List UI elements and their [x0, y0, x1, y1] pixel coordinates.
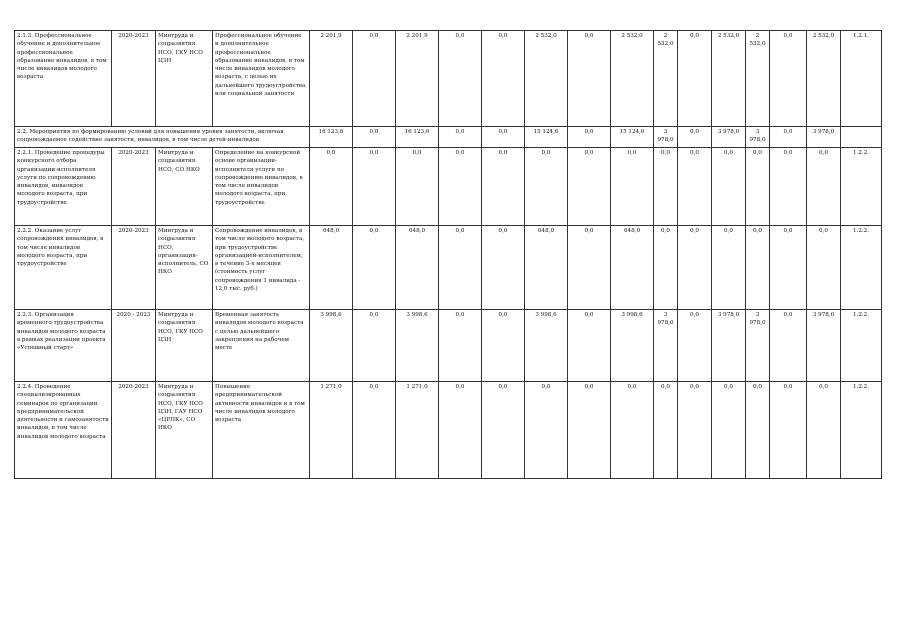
- value-cell: 16 123,6: [396, 127, 439, 148]
- ref-cell: 1.2.1.: [841, 31, 882, 127]
- value-cell: 0,0: [353, 226, 396, 310]
- value-cell: 3 978,0: [746, 127, 770, 148]
- value-cell: 3 978,0: [654, 127, 678, 148]
- value-cell: 0,0: [525, 382, 568, 479]
- value-cell: 0,0: [807, 148, 841, 226]
- value-cell: 0,0: [807, 226, 841, 310]
- value-cell: 16 123,6: [310, 127, 353, 148]
- value-cell: 0,0: [678, 148, 712, 226]
- value-cell: 0,0: [439, 148, 482, 226]
- value-cell: 0,0: [770, 226, 807, 310]
- executor-cell: Минтруда и соцразвития НСО, ГКУ НСО ЦЗН: [156, 310, 213, 382]
- value-cell: 0,0: [439, 226, 482, 310]
- value-cell: 0,0: [712, 148, 746, 226]
- value-cell: 0,0: [482, 226, 525, 310]
- activity-name-cell: 2.2.3. Организация временного трудоустройства инвалидов молодого возраста в рамках реализации проекта «Успешный старт»: [15, 310, 112, 382]
- value-cell: 0,0: [353, 310, 396, 382]
- value-cell: 0,0: [353, 127, 396, 148]
- value-cell: 15 124,6: [611, 127, 654, 148]
- ref-cell: 1.2.2.: [841, 310, 882, 382]
- period-cell: 2020-2023: [112, 226, 156, 310]
- value-cell: 3 978,0: [712, 127, 746, 148]
- value-cell: 3 998,6: [310, 310, 353, 382]
- executor-cell: Минтруда и соцразвития НСО, ГКУ НСО ЦЗН: [156, 31, 213, 127]
- value-cell: 0,0: [439, 31, 482, 127]
- value-cell: 0,0: [353, 148, 396, 226]
- value-cell: 0,0: [482, 31, 525, 127]
- ref-cell: 1.2.2.: [841, 382, 882, 479]
- value-cell: 0,0: [770, 127, 807, 148]
- value-cell: 0,0: [439, 127, 482, 148]
- activity-name-cell: 2.2.1. Проведение процедуры конкурсного отбора организации-исполнителя услуги по сопровождению инвалидов, инвалидов молодого возраста, при трудоустройстве: [15, 148, 112, 226]
- table-row: [15, 127, 882, 148]
- value-cell: 0,0: [654, 382, 678, 479]
- value-cell: 2 201,9: [310, 31, 353, 127]
- value-cell: 0,0: [807, 382, 841, 479]
- value-cell: 2 532,0: [611, 31, 654, 127]
- value-cell: 3 978,0: [712, 310, 746, 382]
- value-cell: 0,0: [525, 148, 568, 226]
- ref-cell: [841, 127, 882, 148]
- value-cell: 3 998,6: [396, 310, 439, 382]
- result-cell: Повышение предпринимательской активности инвалидов и в том числе инвалидов молодого возраста: [213, 382, 310, 479]
- result-cell: Сопровождение инвалидов, в том числе молодого возраста, при трудоустройстве организацией-исполнителем, в течение 3-х месяцев (стоимость услуг сопровождения 1 инвалида - 12,0 тыс. руб.): [213, 226, 310, 310]
- value-cell: 0,0: [568, 127, 611, 148]
- result-cell: Временная занятость инвалидов молодого возраста с целью дальнейшего закрепления на рабочем месте: [213, 310, 310, 382]
- value-cell: 0,0: [396, 148, 439, 226]
- value-cell: 0,0: [770, 148, 807, 226]
- program-table: [14, 30, 882, 479]
- value-cell: 0,0: [712, 226, 746, 310]
- value-cell: 3 998,6: [525, 310, 568, 382]
- value-cell: 3 978,0: [654, 310, 678, 382]
- result-cell: Определение на конкурсной основе организации-исполнителя услуги по сопровождению инвалидов, в том числе инвалидов молодого возраста, при трудоустройстве: [213, 148, 310, 226]
- value-cell: 0,0: [678, 127, 712, 148]
- ref-cell: 1.2.2.: [841, 148, 882, 226]
- value-cell: 0,0: [353, 382, 396, 479]
- table-row: [15, 310, 882, 382]
- activity-name-cell: 2.2.2. Оказание услуг сопровождения инвалидов, в том числе инвалидов молодого возраста, при трудоустройстве: [15, 226, 112, 310]
- value-cell: 1 271,0: [310, 382, 353, 479]
- value-cell: 0,0: [654, 226, 678, 310]
- value-cell: 0,0: [678, 310, 712, 382]
- table-row: [15, 382, 882, 479]
- value-cell: 2 201,9: [396, 31, 439, 127]
- value-cell: 0,0: [482, 310, 525, 382]
- section-title-cell: 2.2. Мероприятия по формированию условий для повышения уровня занятости, включая сопровождаемое содействие занятости, инвалидов, в том числе детей-инвалидов: [15, 127, 310, 148]
- value-cell: 0,0: [482, 382, 525, 479]
- value-cell: 0,0: [746, 148, 770, 226]
- value-cell: 1 271,0: [396, 382, 439, 479]
- value-cell: 0,0: [654, 148, 678, 226]
- ref-cell: 1.2.2.: [841, 226, 882, 310]
- value-cell: 0,0: [568, 31, 611, 127]
- executor-cell: Минтруда и соцразвития НСО, ГКУ НСО ЦЗН, ГАУ НСО «ЦРПК», СО НКО: [156, 382, 213, 479]
- value-cell: 0,0: [439, 310, 482, 382]
- value-cell: 648,0: [525, 226, 568, 310]
- value-cell: 0,0: [310, 148, 353, 226]
- value-cell: 2 532,0: [654, 31, 678, 127]
- result-cell: Профессиональное обучение и дополнительное профессиональное образование инвалидов, в том числе инвалидов молодого возраста, с целью их дальнейшего трудоустройства или социальной занятости: [213, 31, 310, 127]
- value-cell: 3 978,0: [807, 127, 841, 148]
- value-cell: 2 532,0: [712, 31, 746, 127]
- value-cell: 0,0: [568, 382, 611, 479]
- value-cell: 0,0: [482, 148, 525, 226]
- table-row: [15, 226, 882, 310]
- value-cell: 648,0: [310, 226, 353, 310]
- value-cell: 0,0: [611, 382, 654, 479]
- value-cell: 648,0: [396, 226, 439, 310]
- value-cell: 0,0: [568, 310, 611, 382]
- table-row: [15, 31, 882, 127]
- period-cell: 2020-2023: [112, 148, 156, 226]
- value-cell: 0,0: [746, 382, 770, 479]
- value-cell: 0,0: [770, 310, 807, 382]
- activity-name-cell: 2.1.3. Профессиональное обучение и дополнительное профессиональное образование инвалидов, в том числе инвалидов молодого возраста: [15, 31, 112, 127]
- value-cell: 0,0: [611, 148, 654, 226]
- period-cell: 2020-2023: [112, 382, 156, 479]
- value-cell: 648,0: [611, 226, 654, 310]
- value-cell: 3 998,6: [611, 310, 654, 382]
- value-cell: 0,0: [678, 31, 712, 127]
- executor-cell: Минтруда и соцразвития НСО, организация-исполнитель, СО НКО: [156, 226, 213, 310]
- value-cell: 0,0: [568, 148, 611, 226]
- value-cell: 2 532,0: [746, 31, 770, 127]
- value-cell: 0,0: [568, 226, 611, 310]
- executor-cell: Минтруда и соцразвития НСО, СО НКО: [156, 148, 213, 226]
- value-cell: 0,0: [678, 382, 712, 479]
- value-cell: 2 532,0: [807, 31, 841, 127]
- value-cell: 0,0: [482, 127, 525, 148]
- period-cell: 2020 - 2023: [112, 310, 156, 382]
- value-cell: 3 978,0: [746, 310, 770, 382]
- value-cell: 0,0: [712, 382, 746, 479]
- value-cell: 0,0: [770, 31, 807, 127]
- period-cell: 2020-2023: [112, 31, 156, 127]
- value-cell: 0,0: [678, 226, 712, 310]
- value-cell: 0,0: [353, 31, 396, 127]
- value-cell: 3 978,0: [807, 310, 841, 382]
- value-cell: 0,0: [746, 226, 770, 310]
- value-cell: 15 124,6: [525, 127, 568, 148]
- value-cell: 0,0: [439, 382, 482, 479]
- value-cell: 0,0: [770, 382, 807, 479]
- activity-name-cell: 2.2.4. Проведение специализированных семинаров по организации предпринимательской деятельности и самозанятости инвалидов, в том числе инвалидов молодого возраста: [15, 382, 112, 479]
- table-row: [15, 148, 882, 226]
- value-cell: 2 532,0: [525, 31, 568, 127]
